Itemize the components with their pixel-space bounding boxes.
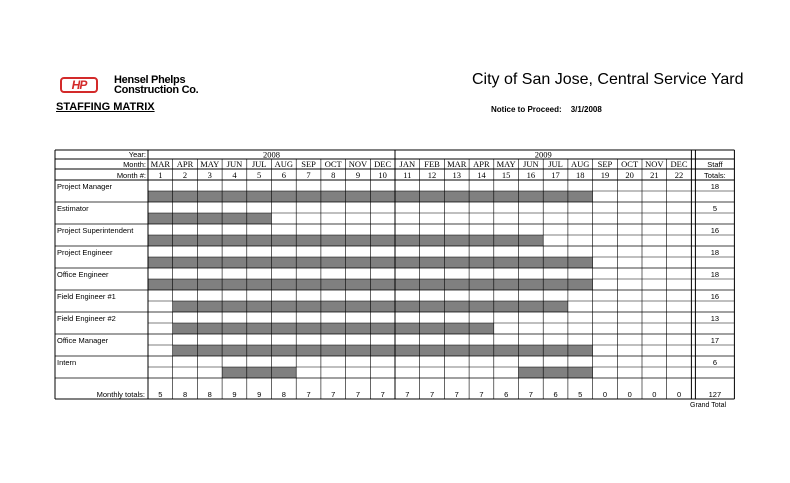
- month-number: 15: [501, 170, 511, 180]
- staffing-bar: [148, 279, 173, 290]
- staffing-bar: [519, 279, 544, 290]
- role-total: 16: [710, 292, 720, 301]
- staffing-bar: [370, 323, 395, 334]
- totals-label: Totals:: [704, 171, 726, 180]
- notice-date: 3/1/2008: [570, 105, 602, 114]
- staffing-bar: [494, 235, 519, 246]
- staffing-bar: [296, 345, 321, 356]
- monthly-total: 0: [627, 390, 632, 399]
- month-header: JUL: [548, 159, 563, 169]
- staffing-bar: [494, 257, 519, 268]
- monthly-totals-label: Monthly totals:: [96, 390, 145, 399]
- monthly-total: 8: [281, 390, 286, 399]
- staffing-bar: [272, 367, 297, 378]
- staffing-bar: [346, 301, 371, 312]
- staffing-bar: [296, 279, 321, 290]
- month-number: 4: [232, 170, 237, 180]
- staffing-bar: [296, 323, 321, 334]
- staffing-bar: [272, 323, 297, 334]
- staffing-bar: [173, 323, 198, 334]
- staffing-bar: [420, 235, 445, 246]
- staffing-bar: [395, 323, 420, 334]
- staffing-bar: [197, 191, 222, 202]
- staffing-bar: [469, 279, 494, 290]
- staffing-bar: [247, 345, 272, 356]
- month-header: APR: [473, 159, 490, 169]
- staffing-bar: [519, 345, 544, 356]
- month-header: MAR: [447, 159, 467, 169]
- staffing-bar: [197, 279, 222, 290]
- role-name: Project Engineer: [57, 248, 113, 257]
- staffing-bar: [272, 345, 297, 356]
- staffing-bar: [444, 257, 469, 268]
- monthly-total: 9: [257, 390, 262, 399]
- month-number: 2: [182, 170, 188, 180]
- staffing-bar: [321, 235, 346, 246]
- staffing-bar: [494, 191, 519, 202]
- staffing-bar: [222, 301, 247, 312]
- staffing-bar: [197, 213, 222, 224]
- staffing-bar: [222, 257, 247, 268]
- month-number: 20: [625, 170, 634, 180]
- staffing-bar: [395, 279, 420, 290]
- month-header: AUG: [274, 159, 294, 169]
- staffing-bar: [543, 345, 568, 356]
- staff-label: Staff: [707, 160, 723, 169]
- year-label: Year:: [128, 150, 146, 159]
- staffing-bar: [494, 301, 519, 312]
- staffing-bar: [296, 257, 321, 268]
- month-number: 1: [158, 170, 163, 180]
- staffing-bar: [370, 257, 395, 268]
- staffing-bar: [444, 235, 469, 246]
- staffing-bar: [148, 235, 173, 246]
- month-number: 7: [306, 170, 311, 180]
- staffing-bar: [346, 323, 371, 334]
- staffing-bar: [519, 191, 544, 202]
- staffing-bar: [543, 279, 568, 290]
- month-number: 5: [257, 170, 262, 180]
- monthly-total: 7: [528, 390, 533, 399]
- company-name-line2: Construction Co.: [114, 84, 199, 96]
- staffing-bar: [346, 191, 371, 202]
- staffing-bar: [321, 323, 346, 334]
- staffing-bar: [197, 301, 222, 312]
- monthly-total: 7: [429, 390, 435, 399]
- staffing-matrix-heading: STAFFING MATRIX: [56, 101, 155, 113]
- staffing-bar: [444, 279, 469, 290]
- staffing-bar: [395, 301, 420, 312]
- staffing-bar: [272, 301, 297, 312]
- month-header: JUN: [523, 159, 539, 169]
- role-name: Office Manager: [57, 336, 109, 345]
- role-name: Field Engineer #1: [57, 292, 116, 301]
- role-name: Field Engineer #2: [57, 314, 116, 323]
- month-number: 6: [281, 170, 286, 180]
- month-header: OCT: [324, 159, 342, 169]
- staffing-bar: [222, 279, 247, 290]
- staffing-bar: [568, 279, 593, 290]
- staffing-bar: [173, 279, 198, 290]
- staffing-bar: [395, 235, 420, 246]
- staffing-bar: [543, 301, 568, 312]
- staffing-bar: [247, 367, 272, 378]
- month-number: 21: [650, 170, 659, 180]
- staffing-bar: [197, 323, 222, 334]
- staffing-bar: [222, 191, 247, 202]
- staffing-bar: [370, 301, 395, 312]
- monthly-total: 7: [355, 390, 361, 399]
- monthly-total: 0: [676, 390, 682, 399]
- staffing-bar: [247, 235, 272, 246]
- staffing-bar: [197, 235, 222, 246]
- staffing-bar: [420, 257, 445, 268]
- staffing-bar: [469, 345, 494, 356]
- staffing-bar: [568, 367, 593, 378]
- monthly-total: 7: [331, 390, 336, 399]
- monthly-total: 6: [553, 390, 558, 399]
- staffing-bar: [197, 257, 222, 268]
- month-number: 18: [576, 170, 585, 180]
- staffing-bar: [173, 257, 198, 268]
- staffing-bar: [543, 191, 568, 202]
- staffing-bar: [494, 345, 519, 356]
- month-header: MAY: [200, 159, 220, 169]
- staffing-bar: [346, 235, 371, 246]
- month-header: MAR: [150, 159, 171, 169]
- staffing-bar: [222, 213, 247, 224]
- role-total: 16: [710, 226, 720, 235]
- staffing-bar: [370, 345, 395, 356]
- grand-total-value: 127: [708, 390, 722, 399]
- month-number: 19: [600, 170, 610, 180]
- month-number: 3: [207, 170, 212, 180]
- staffing-bar: [321, 257, 346, 268]
- month-header: JAN: [399, 159, 416, 169]
- staffing-bar: [321, 301, 346, 312]
- month-header: JUN: [226, 159, 243, 169]
- month-header: NOV: [645, 159, 664, 169]
- role-total: 17: [710, 336, 720, 345]
- staffing-bar: [272, 191, 297, 202]
- company-name-line1: Hensel Phelps: [114, 74, 186, 86]
- role-name: Office Engineer: [57, 270, 109, 279]
- staffing-bar: [272, 279, 297, 290]
- staffing-bar: [444, 345, 469, 356]
- role-name: Intern: [57, 358, 77, 367]
- staffing-bar: [247, 301, 272, 312]
- staffing-bar: [296, 301, 321, 312]
- staffing-bar: [247, 323, 272, 334]
- month-number: 16: [526, 170, 536, 180]
- month-number: 11: [403, 170, 412, 180]
- month-label: Month:: [123, 160, 146, 169]
- month-number: 9: [355, 170, 361, 180]
- staffing-bar: [469, 257, 494, 268]
- month-number-label: Month #:: [116, 171, 146, 180]
- staffing-bar: [321, 345, 346, 356]
- staffing-bar: [173, 191, 198, 202]
- staffing-bar: [543, 257, 568, 268]
- monthly-total: 0: [602, 390, 608, 399]
- monthly-total: 7: [405, 390, 410, 399]
- staffing-bar: [420, 191, 445, 202]
- role-total: 6: [712, 358, 717, 367]
- month-header: SEP: [597, 159, 613, 169]
- staffing-bar: [519, 257, 544, 268]
- staffing-bar: [272, 235, 297, 246]
- staffing-bar: [173, 345, 198, 356]
- staffing-bar: [568, 345, 593, 356]
- role-total: 5: [712, 204, 717, 213]
- monthly-total: 7: [306, 390, 311, 399]
- month-number: 10: [378, 170, 387, 180]
- staffing-bar: [222, 345, 247, 356]
- monthly-total: 9: [232, 390, 237, 399]
- role-total: 18: [710, 248, 720, 257]
- staffing-bar: [420, 279, 445, 290]
- month-header: MAY: [496, 159, 516, 169]
- monthly-total: 0: [652, 390, 657, 399]
- month-header: NOV: [348, 159, 368, 169]
- month-header: AUG: [571, 159, 590, 169]
- staffing-bar: [247, 257, 272, 268]
- staffing-bar: [444, 323, 469, 334]
- month-header: APR: [176, 159, 194, 169]
- staffing-bar: [173, 213, 198, 224]
- staffing-bar: [469, 235, 494, 246]
- project-title: City of San Jose, Central Service Yard: [472, 71, 744, 88]
- role-total: 18: [710, 270, 720, 279]
- monthly-total: 7: [380, 390, 385, 399]
- staffing-bar: [370, 279, 395, 290]
- staffing-bar: [370, 235, 395, 246]
- month-header: JUL: [251, 159, 267, 169]
- staffing-bar: [346, 279, 371, 290]
- month-number: 8: [331, 170, 336, 180]
- staffing-bar: [197, 345, 222, 356]
- staffing-bar: [420, 345, 445, 356]
- month-header: FEB: [424, 159, 440, 169]
- monthly-total: 5: [578, 390, 583, 399]
- monthly-total: 7: [454, 390, 459, 399]
- role-name: Estimator: [57, 204, 89, 213]
- month-header: DEC: [670, 159, 688, 169]
- staffing-bar: [395, 191, 420, 202]
- staffing-bar: [420, 301, 445, 312]
- staffing-bar: [420, 323, 445, 334]
- staffing-bar: [469, 191, 494, 202]
- staffing-bar: [296, 235, 321, 246]
- month-header: OCT: [621, 159, 639, 169]
- month-header: DEC: [374, 159, 392, 169]
- staffing-bar: [296, 191, 321, 202]
- staffing-bar: [519, 367, 544, 378]
- year-2008: 2008: [263, 149, 280, 160]
- staffing-bar: [222, 367, 247, 378]
- role-name: Project Manager: [57, 182, 113, 191]
- staffing-bar: [519, 301, 544, 312]
- staffing-bar: [272, 257, 297, 268]
- monthly-total: 5: [158, 390, 163, 399]
- staffing-bar: [395, 345, 420, 356]
- staffing-bar: [444, 301, 469, 312]
- month-number: 13: [452, 170, 461, 180]
- monthly-total: 8: [207, 390, 212, 399]
- monthly-total: 6: [504, 390, 509, 399]
- monthly-total: 7: [479, 390, 484, 399]
- staffing-bar: [494, 279, 519, 290]
- staffing-bar: [148, 191, 173, 202]
- staffing-bar: [321, 191, 346, 202]
- staffing-bar: [444, 191, 469, 202]
- role-name: Project Superintendent: [57, 226, 134, 235]
- staffing-bar: [469, 323, 494, 334]
- notice-label: Notice to Proceed:: [491, 105, 562, 114]
- month-header: SEP: [301, 159, 316, 169]
- staffing-bar: [568, 191, 593, 202]
- staffing-bar: [370, 191, 395, 202]
- staffing-bar: [543, 367, 568, 378]
- role-total: 13: [710, 314, 720, 323]
- staffing-bar: [519, 235, 544, 246]
- staffing-bar: [173, 235, 198, 246]
- month-number: 14: [477, 170, 486, 180]
- staffing-bar: [247, 213, 272, 224]
- staffing-bar: [148, 257, 173, 268]
- staffing-bar: [247, 191, 272, 202]
- role-total: 18: [710, 182, 720, 191]
- staffing-bar: [321, 279, 346, 290]
- staffing-bar: [346, 345, 371, 356]
- staffing-bar: [346, 257, 371, 268]
- month-number: 22: [674, 170, 684, 180]
- staffing-bar: [568, 257, 593, 268]
- grand-total-label: Grand Total: [690, 402, 727, 409]
- staffing-bar: [222, 235, 247, 246]
- staffing-bar: [469, 301, 494, 312]
- monthly-total: 8: [182, 390, 188, 399]
- staffing-bar: [247, 279, 272, 290]
- staffing-bar: [222, 323, 247, 334]
- staffing-bar: [148, 213, 173, 224]
- staffing-bar: [173, 301, 198, 312]
- logo-initials: HP: [71, 78, 87, 92]
- year-2009: 2009: [534, 149, 552, 160]
- month-number: 12: [427, 170, 437, 180]
- month-number: 17: [551, 170, 560, 180]
- staffing-bar: [395, 257, 420, 268]
